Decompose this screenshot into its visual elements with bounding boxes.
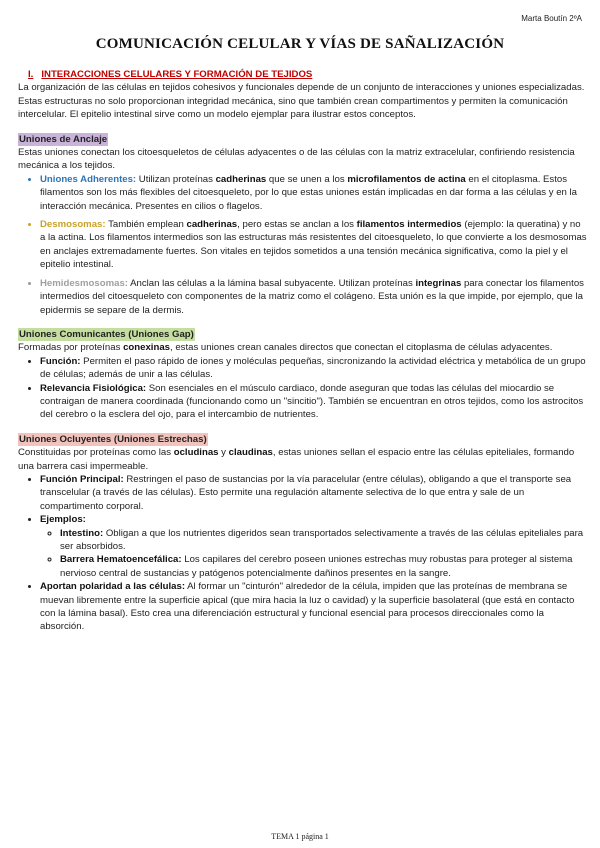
bold-text: ocludinas [173,447,219,459]
list-item-hemidesmosome [40,277,588,317]
list-item-desmosome [40,218,588,272]
text: Obligan a que los nutrientes digeridos sean transportados selectivamente a través de las células epiteliales para ser absorbidos. [60,527,584,552]
text: Utilizan proteínas [136,173,216,185]
bold-text: claudinas [228,447,273,459]
document-body [18,68,588,634]
term-main-function: Función Principal: [40,473,124,485]
list-item-main-function [40,473,588,513]
text: También emplean [105,219,187,231]
anchor-junctions-intro: Estas uniones conectan los citoesqueletos de células adyacentes o de las células con la matriz extracelular, confiriendo resistencia mecánica a los tejidos. [18,147,575,172]
page-footer: TEMA 1 página 1 [271,832,329,841]
term-polarity: Aportan polaridad a las células: [40,581,186,593]
text: Son esenciales en el músculo cardiaco, donde aseguran que todas las células del miocardio se contraigan de manera coordinada (funcionando como un "sincitio"). También se encuentran en otros tejidos, como los astrocitos del cerebro o la esclera del ojo, para el intercambio de nutrientes. [40,382,584,421]
bold-text: cadherinas [186,219,238,231]
text: en el citoplasma. Estos filamentos son los más flexibles del citoesqueleto, por lo que estas uniones están implicadas en dar forma a las células y en la interacción mecánica. Presentes en cilios o flagelos. [40,173,578,212]
text: Formadas por proteínas [18,342,124,354]
author-name: Marta Boutín 2ºA [521,14,582,23]
list-item-intestine [60,527,588,554]
text: Permiten el paso rápido de iones y moléculas pequeñas, sincronizando la actividad eléctrica y metabólica de un grupo de células; además de unir a las células. [40,355,586,381]
gap-junctions-block [18,328,588,422]
anchor-junctions-block [18,133,588,317]
text: Al formar un "cinturón" alrededor de la célula, impiden que las proteínas de membrana se muevan libremente entre la superficie apical (que mira hacia la luz o cavidad) y la superficie basolateral (que está en contacto con la lámina basal). Esto crea una diferenciación estructural y funcional esencial para procesos direccionales como la absorción. [40,581,575,633]
term-intestine: Intestino: [60,527,104,539]
tight-junctions-list [18,473,588,634]
bold-text: integrinas [415,277,462,289]
anchor-junctions-list [18,173,588,317]
section-title: INTERACCIONES CELULARES Y FORMACIÓN DE TEJIDOS [41,69,313,80]
text: , estas uniones sellan el espacio entre las células epiteliales, formando una barrera casi impermeable. [18,447,575,472]
term-bbb: Barrera Hematoencefálica: [60,554,182,566]
gap-junctions-intro [18,341,588,354]
section-heading [28,68,588,81]
list-item-polarity [40,580,588,634]
term-hemidesmosome: Hemidesmosomas: [40,277,128,289]
text: para conectar los filamentos intermedios del citoesqueleto con componentes de la matriz como el colágeno. Esta unión es la que impide, por ejemplo, que la epidermis se separe de la dermis. [40,277,584,316]
text: Constituidas por proteínas como las [18,447,174,459]
gap-junctions-heading: Uniones Comunicantes (Uniones Gap) [19,328,194,340]
tight-junctions-heading: Uniones Ocluyentes (Uniones Estrechas) [19,433,207,445]
text: Los capilares del cerebro poseen uniones estrechas muy robustas para proteger al sistema nervioso central de sustancias y patógenos potencialmente dañinos presentes en la sangre. [60,554,573,579]
term-adherent: Uniones Adherentes: [40,173,137,185]
text: (ejemplo: la queratina) y no a la actina. Los filamentos intermedios son las estructuras más resistentes del citoesqueleto, lo que convierte a los desmosomas en anclajes extremadamente fuertes. Son vitales en tejidos sometidos a una tensión mecánica significativa, como la piel y el epitelio intestinal. [40,219,587,271]
list-item-adherent [40,173,588,213]
list-item-bbb [60,553,588,580]
section-intro: La organización de las células en tejidos cohesivos y funcionales depende de un conjunto de interacciones y uniones especializadas. Estas estructuras no solo proporcionan integridad mecánica, sino que también crean compartimentos y permiten la comunicación intercelular. El epitelio intestinal sirve como un modelo ejemplar para ilustrar estos conceptos. [18,82,585,121]
list-item-examples [40,513,588,580]
text: Restringen el paso de sustancias por la vía paracelular (entre células), obligando a que el transporte sea transcelular (a través de las células). Esto permite una regulación altamente selectiva de lo que entra y sale de un compartimento corporal. [40,473,572,512]
term-desmosome: Desmosomas: [40,219,106,231]
bold-text: cadherinas [215,173,267,185]
text: que se unen a los [266,173,348,185]
text: y [218,447,229,459]
term-examples: Ejemplos: [40,514,86,526]
section-number: I. [28,69,34,80]
examples-sublist [40,527,588,581]
anchor-junctions-heading: Uniones de Anclaje [19,133,108,145]
tight-junctions-block [18,433,588,634]
bold-text: filamentos intermedios [356,219,462,231]
list-item-relevance [40,382,588,422]
tight-junctions-intro [18,446,588,473]
list-item-function [40,355,588,382]
text: , pero estas se anclan a los [237,219,357,231]
text: Anclan las células a la lámina basal subyacente. Utilizan proteínas [127,277,416,289]
text: , estas uniones crean canales directos que conectan el citoplasma de células adyacentes. [170,342,553,354]
bold-text: conexinas [123,342,170,354]
term-function: Función: [40,355,81,367]
bold-text: microfilamentos de actina [347,173,466,185]
term-relevance: Relevancia Fisiológica: [40,382,147,394]
page-title: COMUNICACIÓN CELULAR Y VÍAS DE SAÑALIZACIÓN [95,36,505,52]
gap-junctions-list [18,355,588,422]
